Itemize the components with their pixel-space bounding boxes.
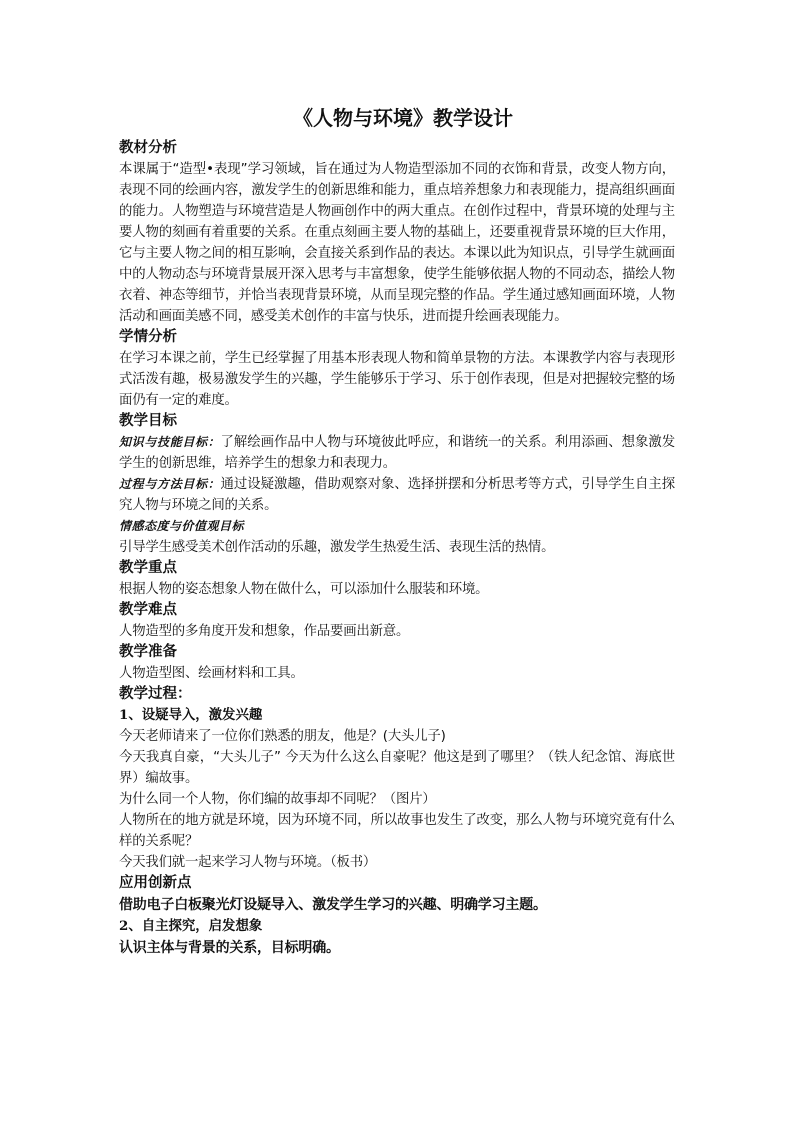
heading-difficulties: 教学难点 [119, 602, 177, 618]
paragraph-preparation: 人物造型图、绘画材料和工具。 [119, 666, 304, 681]
process-line: 人物所在的地方就是环境，因为环境不同，所以故事也发生了改变，那么人物与环境究竟有什么样的关系呢？ [119, 813, 675, 849]
goal-knowledge-text: 了解绘画作品中人物与环境彼此呼应，和谐统一的关系。利用添画、想象激发学生的创新思维，培养学生的想象力和表现力。 [119, 435, 675, 471]
heading-teaching-goals: 教学目标 [119, 413, 177, 429]
heading-innovation: 应用创新点 [119, 875, 192, 891]
goal-knowledge [119, 432, 675, 474]
heading-key-points: 教学重点 [119, 560, 177, 576]
process-line: 今天我真自豪，“大头儿子” 今天为什么这么自豪呢？他这是到了哪里？（铁人纪念馆、海底世界）编故事。 [119, 750, 675, 786]
process-line: 今天我们就一起来学习人物与环境。（板书） [119, 855, 377, 870]
paragraph-key-points: 根据人物的姿态想象人物在做什么，可以添加什么服装和环境。 [119, 582, 489, 597]
process-line: 今天老师请来了一位你们熟悉的朋友，他是？(大头儿子) [119, 729, 446, 744]
paragraph-student-analysis: 在学习本课之前，学生已经掌握了用基本形表现人物和简单景物的方法。本课教学内容与表现形式活泼有趣，极易激发学生的兴趣，学生能够乐于学习、乐于创作表现，但是对把握较完整的场面仍有一定的难度。 [119, 351, 675, 408]
heading-preparation: 教学准备 [119, 644, 177, 660]
goal-knowledge-label: 知识与技能目标： [119, 435, 221, 449]
step-1-title: 1、设疑导入，激发兴趣 [119, 707, 263, 723]
paragraph-material-analysis: 本课属于“造型•表现”学习领域，旨在通过为人物造型添加不同的衣饰和背景，改变人物方向，表现不同的绘画内容，激发学生的创新思维和能力，重点培养想象力和表现能力，提高组织画面的能力。人物塑造与环境营造是人物画创作中的两大重点。在创作过程中，背景环境的处理与主要人物的刻画有着重要的关系。在重点刻画主要人物的基础上，还要重视背景环境的巨大作用，它与主要人物之间的相互影响，会直接关系到作品的表达。本课以此为知识点，引导学生就画面中的人物动态与环境背景展开深入思考与丰富想象，使学生能够依据人物的不同动态，描绘人物衣着、神态等细节，并恰当表现背景环境，从而呈现完整的作品。学生通过感知画面环境，人物活动和画面美感不同，感受美术创作的丰富与快乐，进而提升绘画表现能力。 [119, 162, 675, 324]
paragraph-difficulties: 人物造型的多角度开发和想象，作品要画出新意。 [119, 624, 410, 639]
step-2-title: 2、自主探究，启发想象 [119, 918, 263, 934]
step-2-text: 认识主体与背景的关系，目标明确。 [119, 940, 340, 956]
innovation-text: 借助电子白板聚光灯设疑导入、激发学生学习的兴趣、明确学习主题。 [119, 897, 547, 913]
goal-process [119, 474, 675, 516]
document-page [119, 104, 675, 959]
goal-process-label: 过程与方法目标： [119, 477, 221, 491]
heading-student-analysis: 学情分析 [119, 329, 177, 345]
goal-emotion-label: 情感态度与价值观目标 [119, 519, 245, 533]
heading-material-analysis: 教材分析 [119, 140, 177, 156]
document-title: 《人物与环境》教学设计 [293, 106, 513, 130]
goal-emotion-text: 引导学生感受美术创作活动的乐趣，激发学生热爱生活、表现生活的热情。 [119, 540, 555, 555]
heading-teaching-process: 教学过程： [119, 686, 192, 702]
process-line: 为什么同一个人物，你们编的故事却不同呢？（图片） [119, 792, 436, 807]
goal-process-text: 通过设疑激趣，借助观察对象、选择拼摆和分析思考等方式，引导学生自主探究人物与环境之间的关系。 [119, 477, 675, 513]
